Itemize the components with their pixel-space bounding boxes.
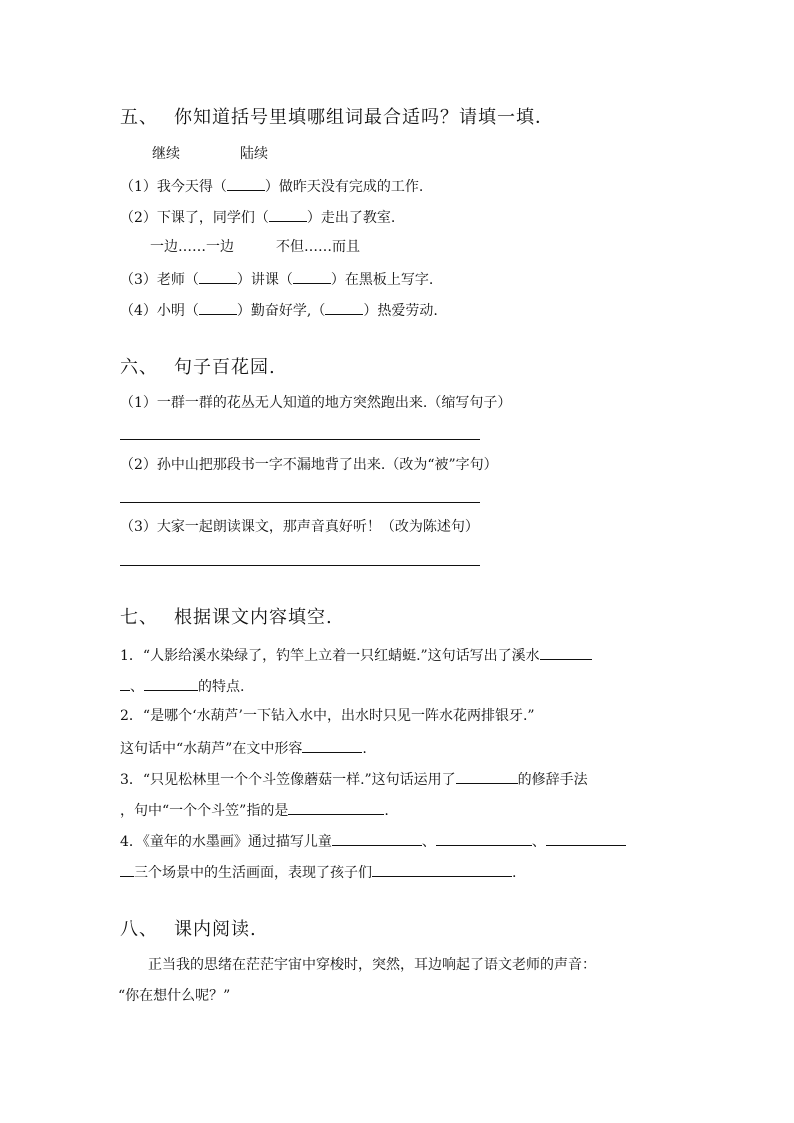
section-5-number: 五、 <box>120 107 158 128</box>
question-7-3-line-1: 3．“只见松林里一个个斗笠像蘑菇一样.”这句话运用了 的修辞手法 <box>120 768 588 790</box>
reading-paragraph: “你在想什么呢？” <box>118 988 231 1004</box>
section-6-title: 句子百花园. <box>174 357 276 378</box>
fill-blank[interactable] <box>227 175 265 191</box>
section-7-heading <box>120 606 333 630</box>
word-option: 不但……而且 <box>276 239 360 255</box>
word-option: 陆续 <box>240 146 268 162</box>
question-7-1-line-2: 、 的特点. <box>120 675 244 697</box>
section-8-title: 课内阅读. <box>174 919 257 940</box>
fill-blank[interactable] <box>546 830 626 846</box>
section-5-heading <box>120 106 554 130</box>
answer-line[interactable] <box>120 565 480 566</box>
section-5-title: 你知道括号里填哪组词最合适吗？请填一填． <box>174 107 554 128</box>
section-8-heading <box>120 918 257 942</box>
fill-blank[interactable] <box>325 299 363 315</box>
answer-line[interactable] <box>120 439 480 440</box>
section-7-title: 根据课文内容填空. <box>174 607 333 628</box>
section-8-number: 八、 <box>120 919 158 940</box>
fill-blank[interactable] <box>456 768 518 784</box>
question-7-3-line-2: ，句中“一个个斗笠”指的是 . <box>120 799 389 821</box>
fill-blank[interactable] <box>199 299 237 315</box>
fill-blank[interactable] <box>269 206 307 222</box>
answer-line[interactable] <box>120 502 480 503</box>
question-6-1: （1）一群一群的花丛无人知道的地方突然跑出来.（缩写句子） <box>120 395 512 411</box>
section-7-number: 七、 <box>120 607 158 628</box>
section-6-number: 六、 <box>120 357 158 378</box>
question-6-3: （3）大家一起朗读课文，那声音真好听！（改为陈述句） <box>120 519 479 535</box>
fill-blank[interactable] <box>144 675 198 691</box>
reading-paragraph: 正当我的思绪在茫茫宇宙中穿梭时，突然，耳边响起了语文老师的声音： <box>148 957 596 973</box>
question-7-2-line-2: 这句话中“水葫芦”在文中形容 . <box>120 737 367 759</box>
fill-blank[interactable] <box>372 861 512 877</box>
word-choice-row-1 <box>152 144 268 164</box>
fill-blank[interactable] <box>120 861 134 877</box>
fill-blank[interactable] <box>436 830 532 846</box>
word-option: 一边……一边 <box>150 239 234 255</box>
fill-blank[interactable] <box>302 737 362 753</box>
question-6-2: （2）孙中山把那段书一字不漏地背了出来.（改为“被”字句） <box>120 457 498 473</box>
fill-blank[interactable] <box>199 268 237 284</box>
section-6-heading <box>120 356 276 380</box>
fill-blank[interactable] <box>293 268 331 284</box>
word-option: 继续 <box>152 146 180 162</box>
word-choice-row-2 <box>150 237 360 257</box>
question-7-4-line-2: 三个场景中的生活画面，表现了孩子们 . <box>120 861 516 883</box>
fill-blank[interactable] <box>120 675 130 691</box>
fill-blank[interactable] <box>540 644 592 660</box>
question-7-2-line-1: 2．“是哪个‘水葫芦’一下钻入水中，出水时只见一阵水花两排银牙.” <box>120 708 535 724</box>
question-5-4: （4）小明（ ）勤奋好学,（ ）热爱劳动. <box>120 299 438 321</box>
question-5-3: （3）老师（ ）讲课（ ）在黑板上写字. <box>120 268 433 290</box>
fill-blank[interactable] <box>332 830 422 846</box>
question-5-2: （2）下课了，同学们（ ）走出了教室. <box>120 206 395 228</box>
question-5-1: （1）我今天得（ ）做昨天没有完成的工作. <box>120 175 423 197</box>
question-7-1-line-1: 1．“人影给溪水染绿了，钓竿上立着一只红蜻蜓.”这句话写出了溪水 <box>120 644 592 666</box>
question-7-4-line-1: 4．《童年的水墨画》通过描写儿童 、 、 <box>120 830 626 852</box>
fill-blank[interactable] <box>288 799 384 815</box>
